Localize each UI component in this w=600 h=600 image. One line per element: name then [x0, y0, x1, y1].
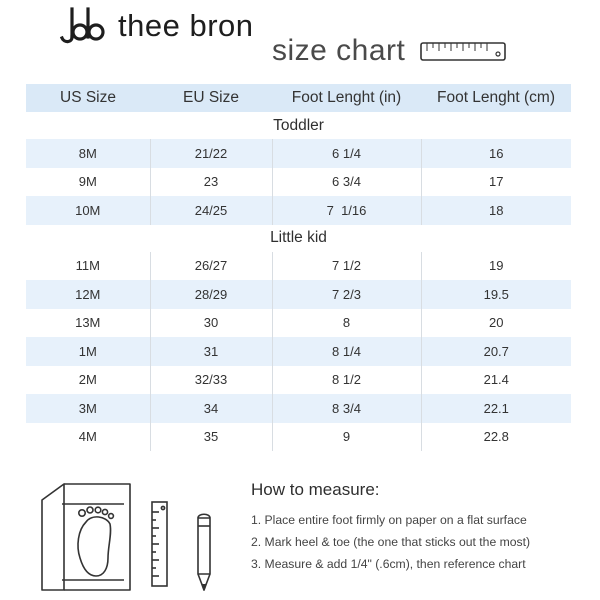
eu-size-cell: 32/33	[150, 366, 272, 395]
foot-cm-cell: 21.4	[421, 366, 571, 395]
eu-size-cell: 21/22	[150, 139, 272, 168]
us-size-cell: 9M	[26, 168, 150, 197]
header-us-size: US Size	[26, 84, 150, 112]
list-item: 3. Measure & add 1/4" (.6cm), then reference chart	[251, 557, 526, 571]
eu-size-cell: 31	[150, 337, 272, 366]
list-item: 1. Place entire foot firmly on paper on a flat surface	[251, 513, 527, 527]
table-row	[26, 366, 571, 395]
us-size-cell: 12M	[26, 280, 150, 309]
foot-in-cell: 7 1/2	[272, 252, 421, 281]
foot-cm-cell: 20.7	[421, 337, 571, 366]
measure-illustration	[38, 480, 228, 598]
foot-cm-cell: 16	[421, 139, 571, 168]
eu-size-cell: 35	[150, 423, 272, 452]
foot-cm-cell: 20	[421, 309, 571, 338]
brand-name: thee bron	[118, 8, 254, 43]
table-row	[26, 423, 571, 452]
foot-cm-cell: 17	[421, 168, 571, 197]
table-row	[26, 309, 571, 338]
table-row	[26, 196, 571, 225]
foot-in-cell: 8	[272, 309, 421, 338]
table-row	[26, 168, 571, 197]
section-row-toddler	[26, 112, 571, 139]
pencil-icon	[198, 514, 210, 590]
foot-in-cell: 8 1/4	[272, 337, 421, 366]
size-chart-heading	[272, 34, 509, 68]
eu-size-cell: 30	[150, 309, 272, 338]
foot-cm-cell: 22.1	[421, 394, 571, 423]
header-foot-length-cm: Foot Lenght (cm)	[421, 84, 571, 112]
header-eu-size: EU Size	[150, 84, 272, 112]
header-foot-length-in: Foot Lenght (in)	[272, 84, 421, 112]
table-header-row	[26, 84, 571, 112]
foot-cm-cell: 18	[421, 196, 571, 225]
us-size-cell: 11M	[26, 252, 150, 281]
paper-foot-icon	[42, 484, 130, 590]
foot-cm-cell: 19.5	[421, 280, 571, 309]
section-title: Toddler	[26, 112, 571, 139]
us-size-cell: 10M	[26, 196, 150, 225]
eu-size-cell: 23	[150, 168, 272, 197]
table-row	[26, 139, 571, 168]
us-size-cell: 8M	[26, 139, 150, 168]
table-row	[26, 337, 571, 366]
us-size-cell: 2M	[26, 366, 150, 395]
foot-in-cell: 8 1/2	[272, 366, 421, 395]
ruler-icon	[152, 502, 167, 586]
list-item: 2. Mark heel & toe (the one that sticks out the most)	[251, 535, 531, 549]
size-chart-title: size chart	[272, 34, 406, 67]
us-size-cell: 4M	[26, 423, 150, 452]
eu-size-cell: 34	[150, 394, 272, 423]
eu-size-cell: 24/25	[150, 196, 272, 225]
foot-cm-cell: 19	[421, 252, 571, 281]
ruler-icon	[419, 38, 509, 64]
table-row	[26, 280, 571, 309]
eu-size-cell: 26/27	[150, 252, 272, 281]
us-size-cell: 3M	[26, 394, 150, 423]
eu-size-cell: 28/29	[150, 280, 272, 309]
section-title: Little kid	[26, 225, 571, 252]
foot-in-cell: 8 3/4	[272, 394, 421, 423]
foot-in-cell: 6 3/4	[272, 168, 421, 197]
foot-in-cell: 7 1/16	[272, 196, 421, 225]
table-row	[26, 394, 571, 423]
foot-in-cell: 9	[272, 423, 421, 452]
foot-in-cell: 7 2/3	[272, 280, 421, 309]
foot-cm-cell: 22.8	[421, 423, 571, 452]
how-to-measure-title: How to measure:	[251, 480, 380, 499]
brand	[58, 6, 254, 46]
foot-in-cell: 6 1/4	[272, 139, 421, 168]
us-size-cell: 1M	[26, 337, 150, 366]
brand-logo-icon	[58, 7, 108, 45]
measure-steps	[251, 513, 530, 579]
section-row-little-kid	[26, 225, 571, 252]
us-size-cell: 13M	[26, 309, 150, 338]
size-table	[26, 84, 571, 451]
table-row	[26, 252, 571, 281]
